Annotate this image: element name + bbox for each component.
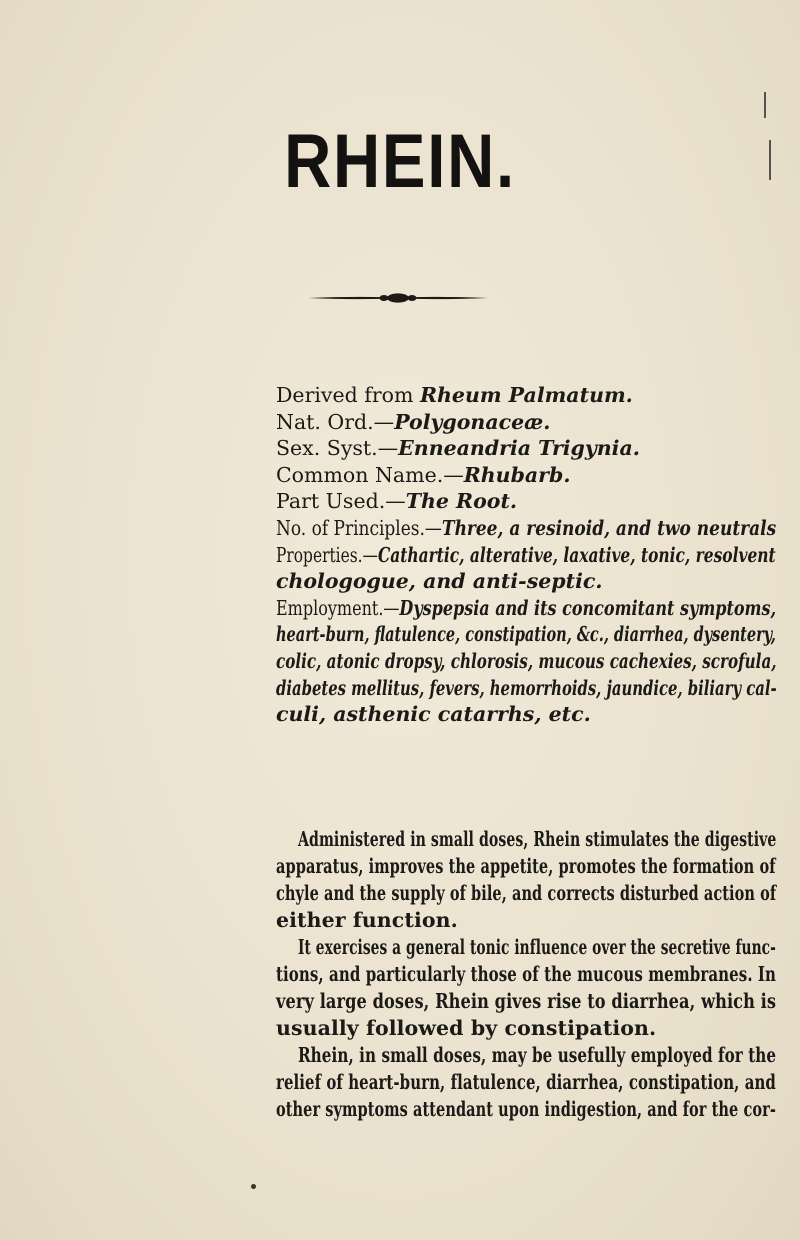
properties-line-value: Cathartic, alterative, laxative, tonic, resolvent <box>377 542 776 567</box>
meta-field-value: Three, a resinoid, and two neutrals <box>441 516 777 540</box>
employment-line-value: Dyspepsia and its concomitant symptoms, <box>399 595 777 620</box>
body-line: Administered in small doses, Rhein stimulates the digestive <box>298 827 777 851</box>
meta-field-label: Part Used.— <box>276 489 406 514</box>
properties-line-value: chologogue, and anti-septic. <box>276 569 603 594</box>
body-line: very large doses, Rhein gives rise to diarrhea, which is <box>276 989 777 1013</box>
margin-mark <box>251 1184 256 1189</box>
meta-field <box>276 382 633 408</box>
properties-line <box>276 542 776 568</box>
meta-field <box>276 462 570 488</box>
body-line: Rhein, in small doses, may be usefully employed for the <box>298 1043 777 1067</box>
employment-line-value: heart-burn, flatulence, constipation, &c., diarrhea, dysentery, <box>276 622 776 647</box>
page-title: RHEIN. <box>284 119 516 204</box>
meta-field-value: The Root. <box>405 489 518 514</box>
meta-field-value: Rheum Palmatum. <box>419 383 633 407</box>
meta-field-value: Rhubarb. <box>463 462 571 487</box>
properties-line-label: Properties.— <box>276 542 378 567</box>
meta-field <box>276 488 517 514</box>
body-line: either function. <box>276 908 458 932</box>
body-line: chyle and the supply of bile, and corrects disturbed action of <box>276 881 777 905</box>
body-line: other symptoms attendant upon indigestion, and for the cor- <box>276 1097 776 1121</box>
body-line: tions, and particularly those of the mucous membranes. In <box>276 962 777 986</box>
employment-line-value: diabetes mellitus, fevers, hemorrhoids, jaundice, biliary cal- <box>276 675 777 700</box>
meta-field <box>276 435 640 461</box>
meta-field-label: Sex. Syst.— <box>276 436 399 461</box>
employment-line <box>276 648 777 674</box>
properties-line <box>276 568 603 594</box>
employment-line <box>276 701 591 727</box>
body-line: relief of heart-burn, flatulence, diarrhea, constipation, and <box>276 1070 776 1094</box>
meta-field-label: Derived from <box>276 383 420 407</box>
body-line: usually followed by constipation. <box>276 1016 657 1040</box>
employment-line-value: culi, asthenic catarrhs, etc. <box>276 702 591 727</box>
employment-line <box>276 675 777 701</box>
meta-field-value: Polygonaceæ. <box>394 409 551 434</box>
meta-field-value: Enneandria Trigynia. <box>398 436 640 461</box>
edge-mark <box>764 92 766 118</box>
meta-field-label: Nat. Ord.— <box>276 409 395 434</box>
ornamental-divider <box>308 293 488 303</box>
meta-field <box>276 409 550 435</box>
edge-mark <box>769 140 771 180</box>
meta-field <box>276 515 776 541</box>
body-line: apparatus, improves the appetite, promotes the formation of <box>276 854 776 878</box>
employment-line <box>276 621 776 647</box>
body-line: It exercises a general tonic influence over the secretive func- <box>298 935 776 959</box>
employment-line-label: Employment.— <box>276 595 400 620</box>
meta-field-label: Common Name.— <box>276 462 464 487</box>
employment-line <box>276 595 776 621</box>
meta-field-label: No. of Principles.— <box>276 516 442 540</box>
employment-line-value: colic, atonic dropsy, chlorosis, mucous cachexies, scrofula, <box>276 649 777 673</box>
